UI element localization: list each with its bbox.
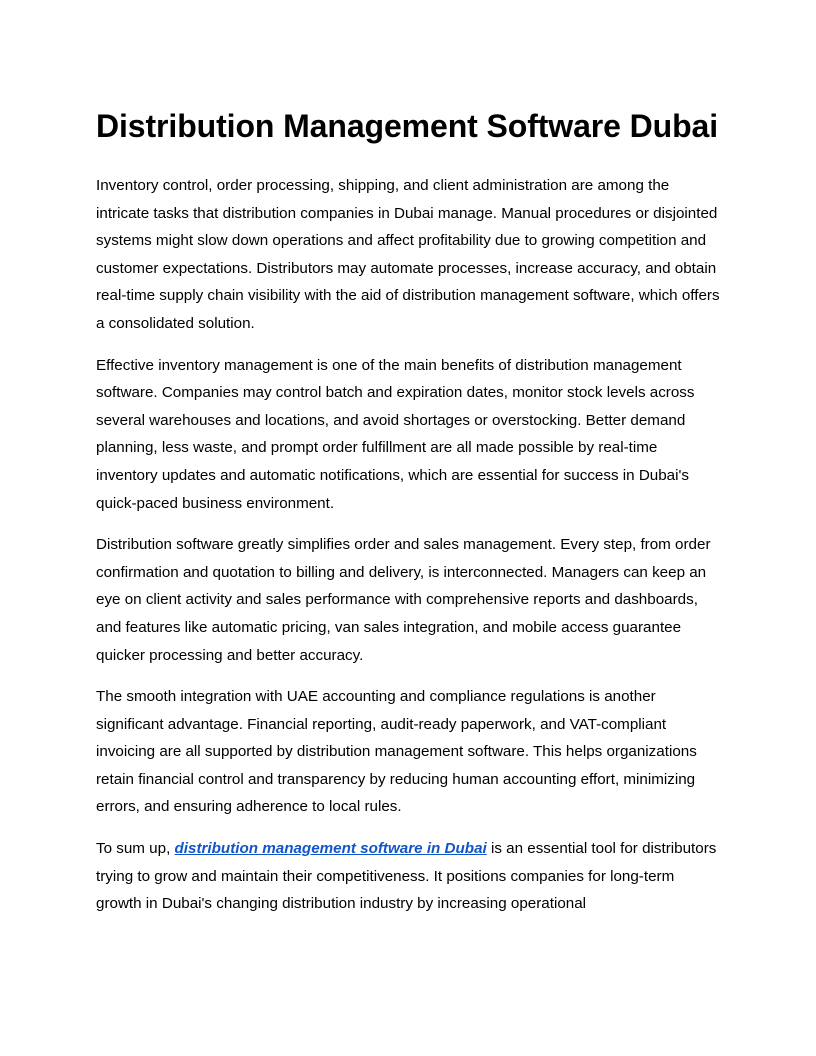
paragraph-conclusion xyxy=(96,835,722,918)
document-page xyxy=(96,103,722,932)
paragraph-orders-sales: Distribution software greatly simplifies order and sales management. Every step, from order confirmation and quotation to billing and delivery, is interconnected. Managers can keep an eye on client activity and sales performance with comprehensive reports and dashboards, and features like automatic pricing, van sales integration, and mobile access guarantee quicker processing and better accuracy. xyxy=(96,536,711,664)
distribution-software-link[interactable]: distribution management software in Dubai xyxy=(174,840,487,858)
document-title: Distribution Management Software Dubai xyxy=(96,108,719,144)
paragraph-inventory: Effective inventory management is one of the main benefits of distribution management software. Companies may control batch and expiration dates, monitor stock levels across several warehouses and locations, and avoid shortages or overstocking. Better demand planning, less waste, and prompt order fulfillment are all made possible by real-time inventory updates and automatic notifications, which are essential for success in Dubai's quick-paced business environment. xyxy=(96,356,695,512)
paragraph-intro: Inventory control, order processing, shipping, and client administration are among the intricate tasks that distribution companies in Dubai manage. Manual procedures or disjointed systems might slow down operations and affect profitability due to growing competition and customer expectations. Distributors may automate processes, increase accuracy, and obtain real-time supply chain visibility with the aid of distribution management software, which offers a consolidated solution. xyxy=(96,177,720,332)
conclusion-lead-text: To sum up, xyxy=(96,840,175,858)
paragraph-accounting: The smooth integration with UAE accounting and compliance regulations is another significant advantage. Financial reporting, audit-ready paperwork, and VAT-compliant invoicing are all supported by distribution management software. This helps organizations retain financial control and transparency by reducing human accounting effort, minimizing errors, and ensuring adherence to local rules. xyxy=(96,688,697,816)
conclusion-trailing-text: is an essential tool for distributors trying to grow and maintain their competitiveness. It positions companies for long-term growth in Dubai's changing distribution industry by increasing operational xyxy=(96,840,717,913)
